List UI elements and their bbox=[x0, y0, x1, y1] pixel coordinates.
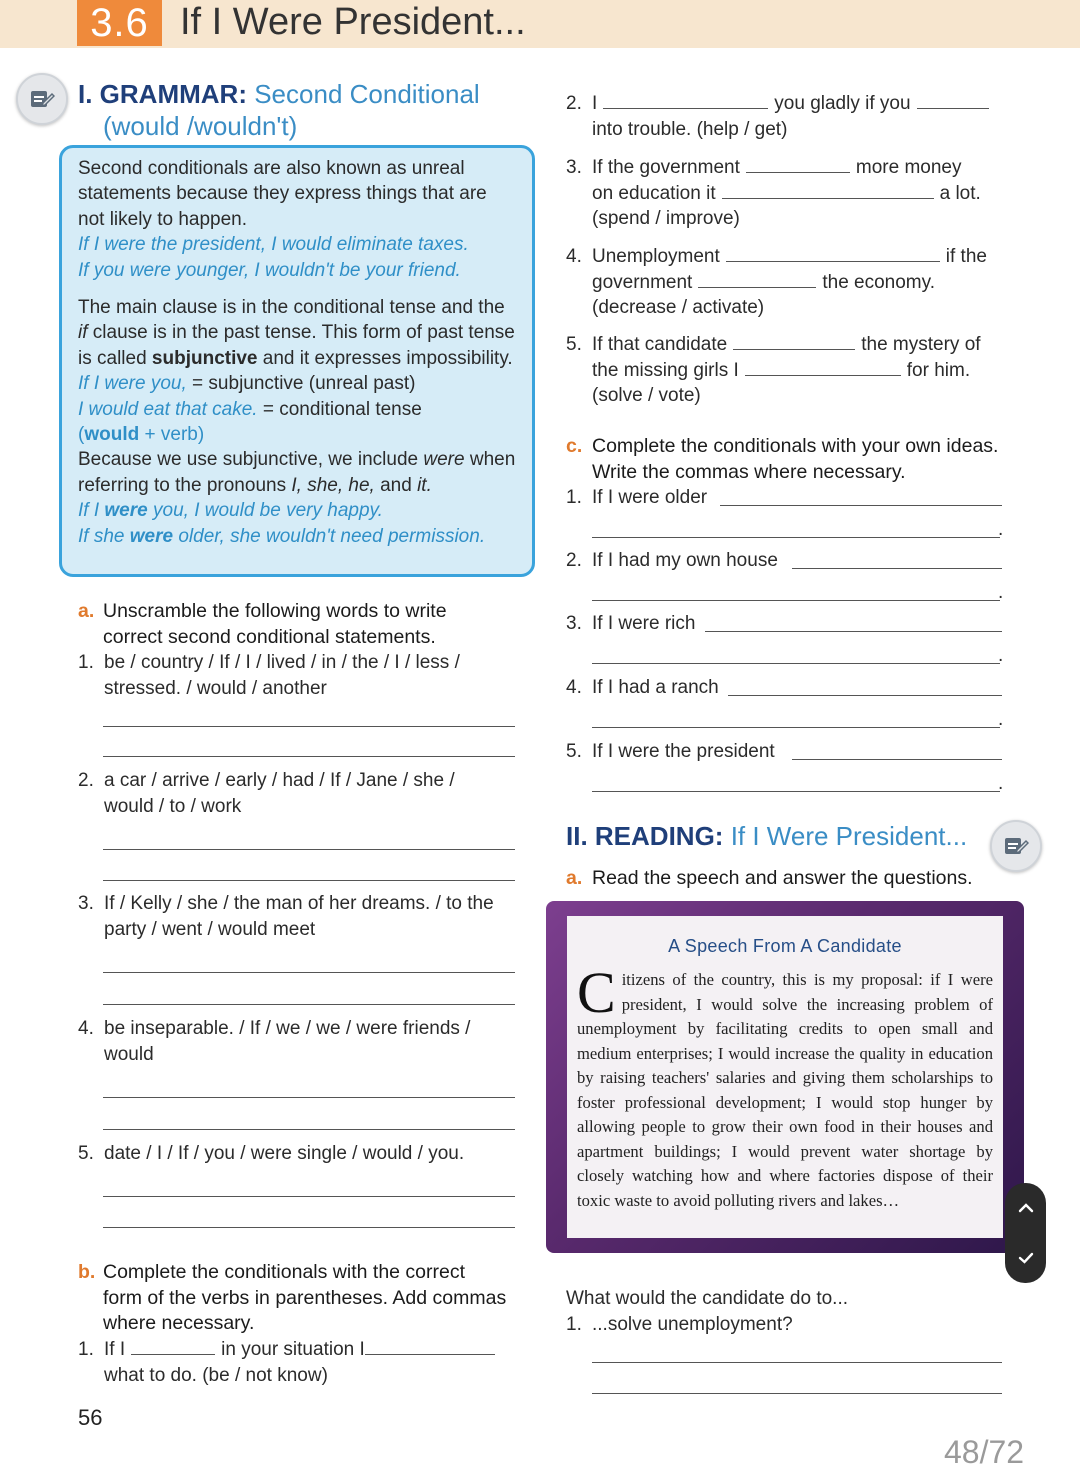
answer-blank[interactable] bbox=[698, 271, 816, 288]
section-b-instruction: b. Complete the conditionals with the correct form of the verbs in parentheses. Add commas where necessary. bbox=[78, 1261, 507, 1334]
answer-line[interactable] bbox=[103, 1129, 515, 1130]
list-item: 2. If I had my own house bbox=[566, 550, 778, 571]
answer-line[interactable] bbox=[103, 1004, 515, 1005]
answer-line[interactable] bbox=[592, 791, 1000, 792]
answer-blank[interactable] bbox=[733, 333, 855, 350]
period: . bbox=[998, 519, 1004, 540]
answer-blank[interactable] bbox=[745, 359, 901, 376]
answer-blank[interactable] bbox=[726, 245, 940, 262]
drop-cap: C bbox=[577, 960, 616, 1025]
period: . bbox=[998, 645, 1004, 666]
answer-line[interactable] bbox=[103, 880, 515, 881]
section-c-instruction: c. Complete the conditionals with your own ideas. Write the commas where necessary. bbox=[566, 435, 999, 483]
answer-line[interactable] bbox=[792, 759, 1002, 760]
answer-blank[interactable] bbox=[746, 156, 850, 173]
chevron-up-icon[interactable] bbox=[1016, 1201, 1036, 1215]
question-intro: What would the candidate do to... bbox=[566, 1288, 849, 1309]
list-item: 3. If / Kelly / she / the man of her dreams. / to the party / went / would meet bbox=[78, 893, 494, 940]
answer-blank[interactable] bbox=[722, 182, 934, 199]
header-band bbox=[0, 0, 1080, 48]
answer-line[interactable] bbox=[103, 972, 515, 973]
answer-blank[interactable] bbox=[365, 1338, 495, 1355]
answer-blank[interactable] bbox=[131, 1338, 215, 1355]
reading-instruction: a. Read the speech and answer the questions. bbox=[566, 867, 973, 889]
section-a-instruction: a. Unscramble the following words to write correct second conditional statements. bbox=[78, 600, 447, 648]
list-item: 2. a car / arrive / early / had / If / Jane / she / would / to / work bbox=[78, 770, 455, 817]
answer-line[interactable] bbox=[592, 663, 1000, 664]
page-counter: 48/72 bbox=[944, 1434, 1025, 1470]
side-scroll-control[interactable] bbox=[1005, 1183, 1046, 1283]
speech-text: Citizens of the country, this is my proposal: if I were president, I would solve the increasing problem of unemployment by facilitating credits to open small and medium enterprises; I would increase the quality in education by raising teachers' salaries and giving them scholarships to foster professional development; I would stop hunger by allowing people to grow their own food in their houses and apartment buildings; I would prevent water shortage by closely watching how and where factories dispose of their toxic waste to avoid polluting rivers and lakes… bbox=[577, 960, 993, 1210]
speech-title: A Speech From A Candidate bbox=[668, 936, 902, 956]
reading-title: II. READING: If I Were President... bbox=[566, 821, 968, 851]
list-item: 4. If I had a ranch bbox=[566, 677, 719, 698]
answer-line[interactable] bbox=[728, 695, 1002, 696]
list-item: 1. If I in your situation I what to do. (be / not know) bbox=[78, 1337, 518, 1388]
answer-line[interactable] bbox=[592, 1393, 1002, 1394]
grammar-box: Second conditionals are also known as unreal statements because they express things that are not likely to happen. If I were the president, I would eliminate taxes. If you were younger, I wouldn't be your friend. The main clause is in the conditional tense and the if clause is in the past tense. This form of past tense is called subjunctive and it expresses impossibility. If I were you, = subjunctive (unreal past) I would eat that cake. = conditional tense (would + verb) Because we use subjunctive, we include were when referring to the pronouns I, she, he, and it. If I were you, I would be very happy. If she were older, she wouldn't need permission. bbox=[59, 145, 535, 577]
edit-note-icon[interactable] bbox=[990, 820, 1042, 872]
list-item: 5. If I were the president bbox=[566, 741, 775, 762]
answer-line[interactable] bbox=[792, 568, 1002, 569]
answer-line[interactable] bbox=[103, 849, 515, 850]
list-item: 2. I you gladly if you into trouble. (help / get) bbox=[566, 91, 1006, 142]
list-item: 3. If I were rich bbox=[566, 613, 696, 634]
list-item: 1. If I were older bbox=[566, 487, 708, 508]
answer-line[interactable] bbox=[592, 1362, 1002, 1363]
answer-blank[interactable] bbox=[917, 92, 989, 109]
answer-line[interactable] bbox=[103, 1196, 515, 1197]
answer-line[interactable] bbox=[103, 1097, 515, 1098]
list-item: 5. If that candidate the mystery of the missing girls I for him. (solve / vote) bbox=[566, 334, 981, 406]
list-item: 3. If the government more money on education it a lot. (spend / improve) bbox=[566, 157, 981, 229]
unit-badge: 3.6 bbox=[77, 0, 162, 46]
answer-line[interactable] bbox=[103, 756, 515, 757]
list-item: 1. be / country / If / I / lived / in / the / I / less / stressed. / would / another bbox=[78, 652, 460, 699]
list-item: 5. date / I / If / you / were single / would / you. bbox=[78, 1143, 465, 1164]
answer-line[interactable] bbox=[592, 600, 1000, 601]
answer-line[interactable] bbox=[592, 537, 1000, 538]
answer-line[interactable] bbox=[103, 1227, 515, 1228]
period: . bbox=[998, 773, 1004, 794]
edit-note-icon bbox=[29, 87, 55, 111]
grammar-title: I. GRAMMAR: Second Conditional bbox=[78, 79, 480, 109]
list-item: 4. Unemployment if the government the economy. (decrease / activate) bbox=[566, 246, 987, 318]
question-item: 1. ...solve unemployment? bbox=[566, 1314, 793, 1335]
answer-line[interactable] bbox=[720, 505, 1002, 506]
period: . bbox=[998, 709, 1004, 730]
edit-note-icon bbox=[1003, 834, 1029, 858]
page-title: If I Were President... bbox=[180, 1, 526, 43]
answer-blank[interactable] bbox=[603, 92, 768, 109]
period: . bbox=[998, 582, 1004, 603]
answer-line[interactable] bbox=[592, 727, 1000, 728]
edit-note-icon[interactable] bbox=[16, 73, 68, 125]
grammar-subtitle: (would /wouldn't) bbox=[103, 111, 298, 141]
check-icon[interactable] bbox=[1016, 1250, 1036, 1266]
list-item: 4. be inseparable. / If / we / we / were friends / would bbox=[78, 1018, 471, 1065]
page-number: 56 bbox=[78, 1405, 103, 1430]
answer-line[interactable] bbox=[103, 726, 515, 727]
answer-line[interactable] bbox=[705, 631, 1002, 632]
